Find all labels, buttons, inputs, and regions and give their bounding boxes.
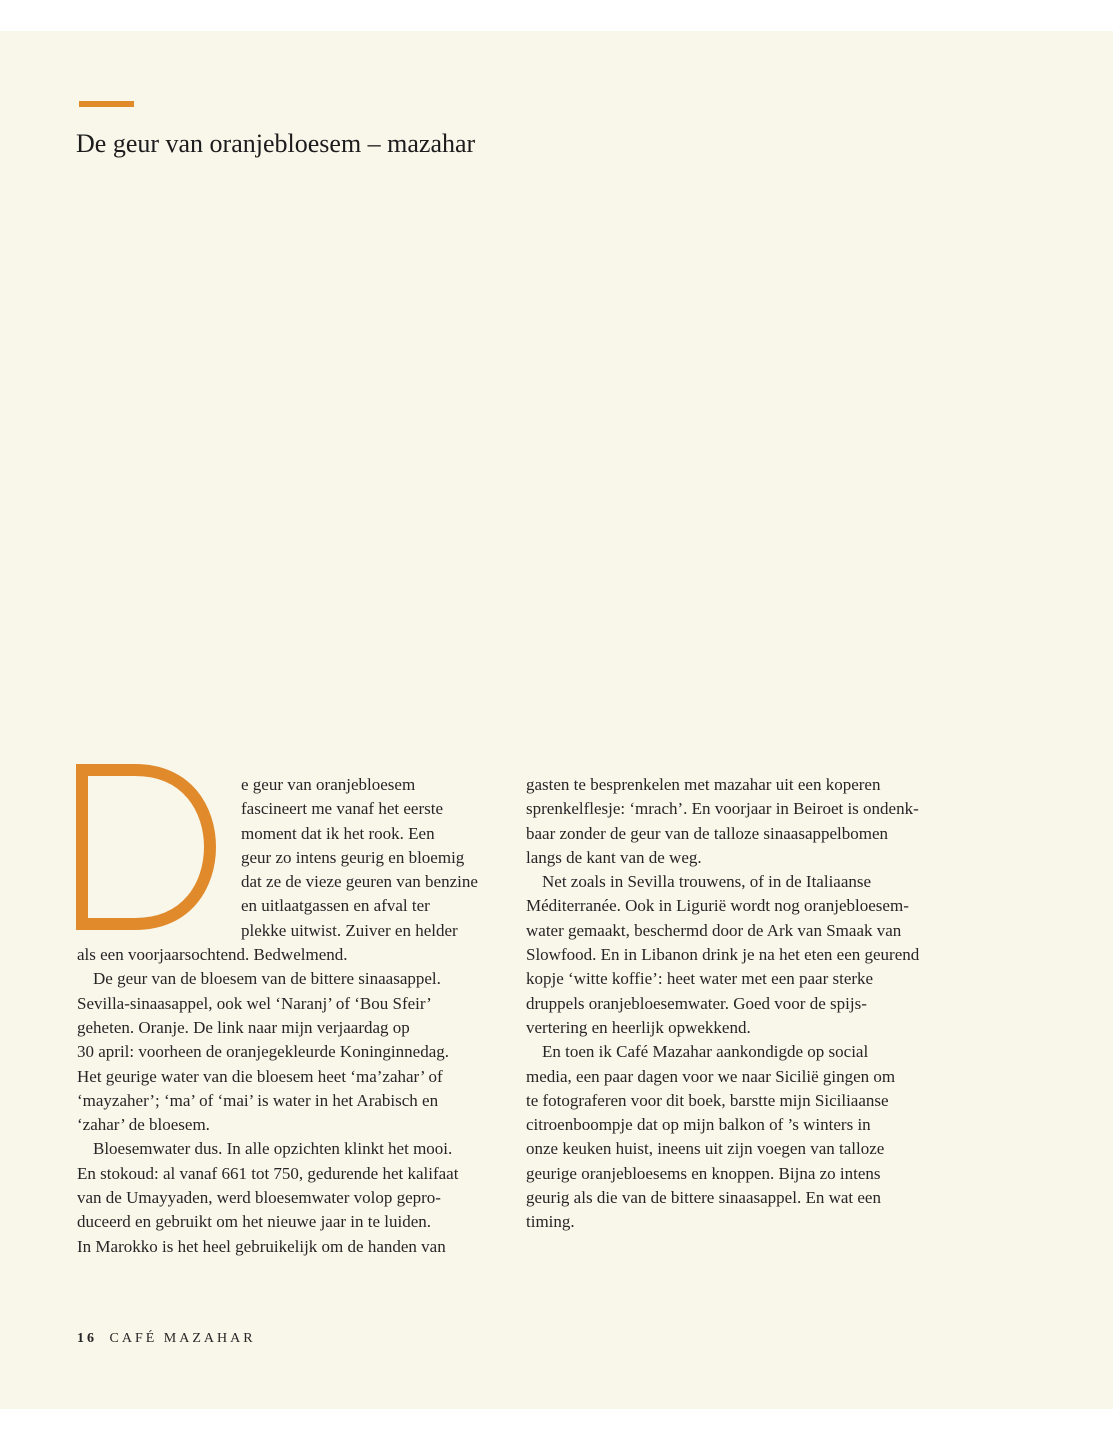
- text-line: duceerd en gebruikt om het nieuwe jaar in te luiden.: [77, 1212, 432, 1232]
- text-line: geurige oranjebloesems en knoppen. Bijna zo intens: [526, 1163, 881, 1183]
- text-line: baar zonder de geur van de talloze sinaasappelbomen: [526, 823, 889, 843]
- text-line: Het geurige water van die bloesem heet ‘ma’zahar’ of: [77, 1066, 443, 1086]
- text-line: Slowfood. En in Libanon drink je na het eten een geurend: [526, 945, 920, 965]
- text-line: En toen ik Café Mazahar aankondigde op social: [542, 1042, 869, 1062]
- book-page: [0, 31, 1113, 1409]
- text-line: geur zo intens geurig en bloemig: [241, 847, 465, 867]
- text-line: moment dat ik het rook. Een: [241, 823, 435, 843]
- text-line: ‘zahar’ de bloesem.: [77, 1115, 210, 1135]
- text-line: druppels oranjebloesemwater. Goed voor de spijs-: [526, 993, 867, 1013]
- text-line: In Marokko is het heel gebruikelijk om de handen van: [77, 1236, 446, 1256]
- text-line: vertering en heerlijk opwekkend.: [526, 1017, 751, 1037]
- text-line: Méditerranée. Ook in Ligurië wordt nog oranjebloesem-: [526, 896, 909, 916]
- text-line: als een voorjaarsochtend. Bedwelmend.: [77, 945, 348, 965]
- running-title: CAFÉ MAZAHAR: [109, 1331, 256, 1346]
- right-column: [526, 773, 956, 1235]
- text-line: Net zoals in Sevilla trouwens, of in de Italiaanse: [542, 872, 872, 892]
- text-line: water gemaakt, beschermd door de Ark van Smaak van: [526, 920, 902, 940]
- left-column: [77, 773, 507, 1259]
- accent-bar: [79, 101, 134, 107]
- text-line: plekke uitwist. Zuiver en helder: [241, 920, 458, 940]
- text-line: fascineert me vanaf het eerste: [241, 799, 443, 819]
- text-line: media, een paar dagen voor we naar Sicilië gingen om: [526, 1066, 896, 1086]
- text-line: dat ze de vieze geuren van benzine: [241, 872, 478, 892]
- text-line: langs de kant van de weg.: [526, 847, 702, 867]
- page-number: 16: [77, 1331, 97, 1346]
- text-line: ‘mayzaher’; ‘ma’ of ‘mai’ is water in het Arabisch en: [77, 1090, 439, 1110]
- text-line: e geur van oranjebloesem: [241, 775, 416, 794]
- text-line: Sevilla-sinaasappel, ook wel ‘Naranj’ of ‘Bou Sfeir’: [77, 993, 432, 1013]
- text-line: te fotograferen voor dit boek, barstte mijn Siciliaanse: [526, 1090, 889, 1110]
- text-line: gasten te besprenkelen met mazahar uit een koperen: [526, 775, 881, 794]
- text-line: van de Umayyaden, werd bloesemwater volop gepro-: [77, 1188, 441, 1208]
- chapter-title: De geur van oranjebloesem – mazahar: [76, 129, 476, 158]
- text-line: En stokoud: al vanaf 661 tot 750, gedurende het kalifaat: [77, 1163, 459, 1183]
- text-line: sprenkelflesje: ‘mrach’. En voorjaar in Beiroet is ondenk-: [526, 799, 919, 819]
- text-line: en uitlaatgassen en afval ter: [241, 896, 430, 916]
- page-footer: [77, 1331, 256, 1347]
- text-line: 30 april: voorheen de oranjegekleurde Koninginnedag.: [77, 1042, 449, 1062]
- text-line: timing.: [526, 1212, 575, 1232]
- text-line: geurig als die van de bittere sinaasappel. En wat een: [526, 1188, 881, 1208]
- text-line: onze keuken huist, ineens uit zijn voegen van talloze: [526, 1139, 885, 1159]
- text-line: citroenboompje dat op mijn balkon of ’s winters in: [526, 1115, 871, 1135]
- text-line: De geur van de bloesem van de bittere sinaasappel.: [93, 969, 441, 989]
- text-line: geheten. Oranje. De link naar mijn verjaardag op: [77, 1017, 410, 1037]
- text-line: kopje ‘witte koffie’: heet water met een paar sterke: [526, 969, 874, 989]
- text-line: Bloesemwater dus. In alle opzichten klinkt het mooi.: [93, 1139, 453, 1159]
